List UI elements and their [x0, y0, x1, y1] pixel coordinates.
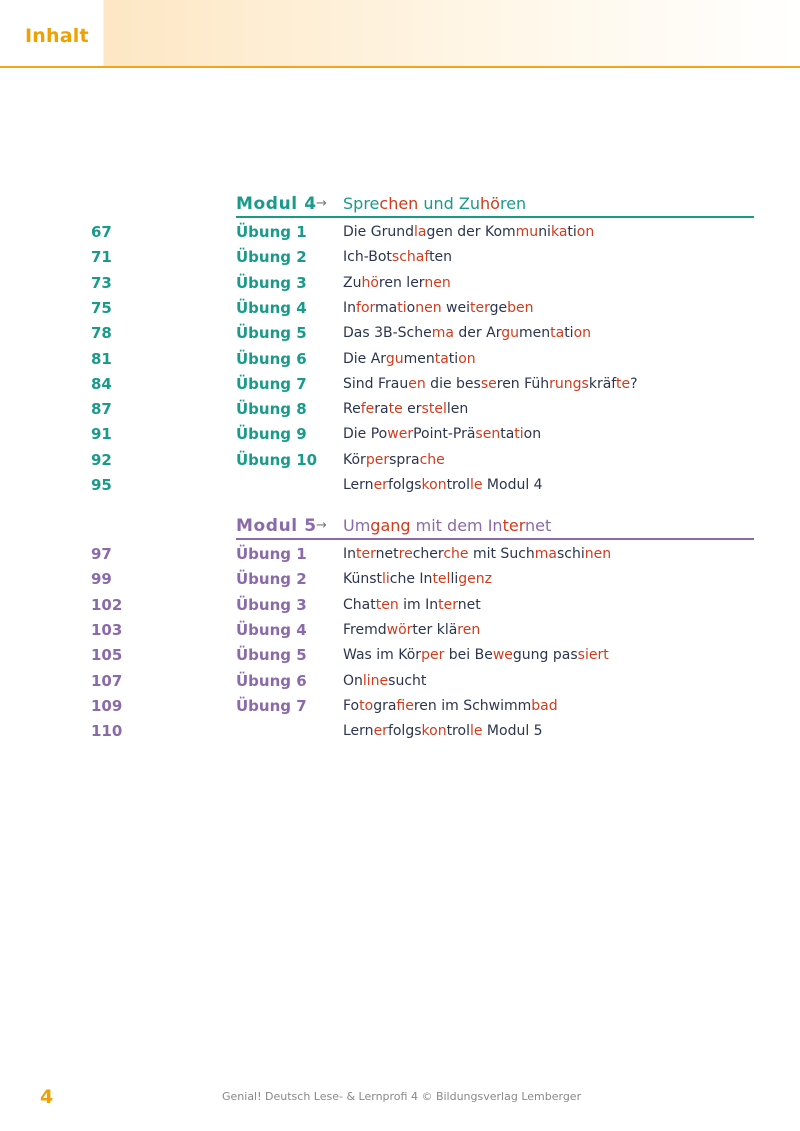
- syllable: Was im Kör: [343, 647, 422, 664]
- syllable-highlight: le: [469, 477, 483, 493]
- toc-entry[interactable]: [0, 570, 800, 592]
- toc-page-number: 81: [91, 349, 112, 368]
- syllable-highlight: gang: [370, 516, 411, 535]
- toc-entry[interactable]: [0, 697, 800, 719]
- syllable-highlight: sen: [475, 426, 501, 443]
- toc-entry-title: [343, 351, 476, 367]
- toc-entry[interactable]: [0, 274, 800, 296]
- toc-entry-title: [343, 477, 543, 493]
- syllable-highlight: ma: [431, 325, 454, 342]
- toc-entry[interactable]: [0, 451, 800, 473]
- toc-exercise-label: Übung 9: [236, 425, 307, 444]
- syllable: mit Such: [468, 546, 535, 562]
- toc-entry-title: [343, 723, 543, 739]
- toc-exercise-label: Übung 7: [236, 696, 307, 715]
- syllable: Die Ar: [343, 350, 386, 367]
- toc-page-number: 107: [91, 671, 123, 690]
- toc-entry-title: [343, 275, 451, 291]
- syllable: Lern: [343, 723, 374, 740]
- syllable: der Ar: [453, 325, 502, 342]
- syllable: Um: [343, 516, 371, 535]
- syllable: net: [525, 516, 552, 535]
- syllable: net: [375, 546, 399, 562]
- module-5-header: [236, 516, 754, 540]
- toc-exercise-label: Übung 8: [236, 400, 307, 419]
- syllable: trol: [446, 723, 470, 740]
- syllable: gen der Kom: [426, 224, 516, 240]
- toc-exercise-label: Übung 5: [236, 646, 307, 665]
- syllable: ma: [375, 299, 398, 316]
- page-number: 4: [40, 1086, 54, 1108]
- syllable-highlight: genz: [458, 571, 492, 588]
- syllable: im In: [398, 596, 439, 613]
- toc-exercise-label: Übung 2: [236, 570, 307, 589]
- syllable: Ich-Bot: [343, 249, 392, 266]
- syllable-highlight: che: [443, 546, 469, 562]
- syllable: ren: [499, 194, 527, 213]
- syllable: die bes: [425, 375, 481, 392]
- syllable: ge: [489, 299, 508, 316]
- arrow-right-icon: →: [316, 518, 327, 533]
- syllable: ?: [630, 375, 638, 392]
- syllable-highlight: che: [419, 451, 445, 468]
- syllable-highlight: per: [365, 451, 390, 468]
- toc-entry[interactable]: [0, 223, 800, 245]
- syllable-highlight: ter: [438, 596, 458, 613]
- syllable-highlight: chen: [379, 194, 419, 213]
- toc-page-number: 67: [91, 223, 112, 241]
- syllable: folgs: [387, 477, 422, 493]
- syllable: er: [402, 401, 422, 418]
- syllable: Fremd: [343, 621, 387, 638]
- toc-page-number: 71: [91, 248, 112, 267]
- toc-page-number: 84: [91, 374, 112, 393]
- toc-entry[interactable]: [0, 425, 800, 447]
- syllable-highlight: li: [382, 571, 390, 588]
- toc-entry-title: [343, 622, 480, 638]
- syllable-highlight: ti: [514, 426, 524, 443]
- toc-entry[interactable]: [0, 621, 800, 643]
- toc-page-number: 92: [91, 450, 112, 469]
- toc-page-number: 109: [91, 696, 123, 715]
- syllable: wei: [441, 299, 470, 316]
- syllable: len: [446, 401, 469, 418]
- toc-exercise-label: Übung 10: [236, 450, 318, 469]
- toc-page-number: 102: [91, 595, 123, 614]
- toc-entry-title: [343, 647, 609, 663]
- syllable: ti: [448, 350, 459, 367]
- toc-entry-title: [343, 224, 594, 240]
- syllable: Das 3B-Sche: [343, 325, 432, 342]
- syllable: ta: [500, 426, 515, 443]
- toc-exercise-label: Übung 7: [236, 374, 307, 393]
- module-5-title: [343, 516, 551, 535]
- syllable: gung pas: [512, 647, 578, 664]
- toc-exercise-label: Übung 4: [236, 620, 307, 639]
- syllable-highlight: tel: [432, 571, 451, 588]
- toc-page-number: 91: [91, 425, 112, 444]
- syllable-highlight: re: [398, 546, 413, 562]
- syllable: spra: [389, 451, 420, 468]
- syllable: ren Füh: [496, 375, 550, 392]
- syllable-highlight: ben: [507, 299, 534, 316]
- syllable-highlight: to: [359, 697, 374, 714]
- module-4-header: [236, 194, 754, 218]
- toc-entry-title: [343, 452, 445, 468]
- syllable-highlight: ma: [534, 546, 557, 562]
- syllable-highlight: en: [408, 375, 426, 392]
- toc-entry[interactable]: [0, 476, 800, 498]
- syllable: ra: [374, 401, 389, 418]
- toc-entry-title: [343, 673, 426, 689]
- syllable: li: [450, 571, 459, 588]
- toc-exercise-label: Übung 1: [236, 223, 307, 241]
- syllable: ten: [429, 249, 453, 266]
- syllable: In: [343, 546, 357, 562]
- syllable-highlight: nen: [584, 546, 612, 562]
- toc-exercise-label: Übung 2: [236, 248, 307, 267]
- syllable-highlight: se: [480, 375, 497, 392]
- syllable: In: [343, 299, 357, 316]
- toc-entry[interactable]: [0, 248, 800, 270]
- syllable-highlight: bad: [531, 697, 558, 714]
- syllable: Lern: [343, 477, 374, 493]
- syllable: o: [406, 299, 416, 316]
- syllable: Modul 5: [482, 723, 543, 740]
- toc-page-number: 78: [91, 324, 112, 343]
- toc-entry-title: [343, 249, 452, 265]
- syllable: bei Be: [444, 647, 493, 664]
- syllable-highlight: ta: [434, 350, 449, 367]
- syllable: Die Grund: [343, 224, 414, 240]
- syllable: und Zu: [418, 194, 481, 213]
- syllable: Point-Prä: [413, 426, 476, 443]
- syllable: men: [518, 325, 551, 342]
- syllable: gra: [373, 697, 397, 714]
- syllable: ti: [567, 224, 577, 240]
- syllable-highlight: ren: [457, 621, 481, 638]
- syllable: Re: [343, 401, 361, 418]
- toc-entry[interactable]: [0, 375, 800, 397]
- syllable: ni: [538, 224, 551, 240]
- toc-entry[interactable]: [0, 596, 800, 618]
- syllable: on: [523, 426, 542, 443]
- toc-page-number: 105: [91, 646, 123, 665]
- syllable: Künst: [343, 571, 383, 588]
- toc-entry-title: [343, 698, 558, 714]
- syllable-highlight: le: [469, 723, 483, 740]
- syllable-highlight: mu: [515, 224, 539, 240]
- syllable-highlight: ka: [550, 224, 568, 240]
- syllable-highlight: on: [573, 325, 592, 342]
- syllable-highlight: hö: [480, 194, 500, 213]
- syllable: Modul 4: [482, 477, 543, 493]
- toc-exercise-label: Übung 3: [236, 595, 307, 614]
- syllable-highlight: stel: [421, 401, 447, 418]
- syllable: kräf: [588, 375, 616, 392]
- toc-entry-title: [343, 426, 541, 442]
- syllable-highlight: ter: [502, 516, 525, 535]
- syllable-highlight: ti: [397, 299, 407, 316]
- toc-exercise-label: Übung 3: [236, 273, 307, 292]
- syllable: schi: [556, 546, 585, 562]
- arrow-right-icon: →: [316, 196, 327, 211]
- syllable: men: [403, 350, 435, 367]
- toc-entry-title: [343, 546, 611, 562]
- toc-page-number: 103: [91, 620, 123, 639]
- toc-page-number: 110: [91, 722, 123, 741]
- syllable: Zu: [343, 274, 362, 291]
- syllable-highlight: for: [356, 299, 376, 316]
- toc-exercise-label: Übung 1: [236, 545, 307, 563]
- syllable-highlight: nen: [415, 299, 442, 316]
- toc-exercise-label: Übung 4: [236, 298, 307, 317]
- toc-page-number: 99: [91, 570, 112, 589]
- toc-entry[interactable]: [0, 672, 800, 694]
- syllable-highlight: hö: [361, 274, 379, 291]
- toc-entry[interactable]: [0, 722, 800, 744]
- syllable-highlight: wör: [386, 621, 413, 638]
- syllable: trol: [446, 477, 470, 493]
- toc-entry[interactable]: [0, 299, 800, 321]
- syllable: che In: [389, 571, 433, 588]
- toc-exercise-label: Übung 6: [236, 349, 307, 368]
- syllable-highlight: fie: [396, 697, 414, 714]
- syllable-highlight: per: [421, 647, 445, 664]
- toc-exercise-label: Übung 6: [236, 671, 307, 690]
- module-5-label: Modul 5: [236, 516, 317, 536]
- syllable-highlight: kon: [421, 723, 447, 740]
- syllable-highlight: er: [373, 477, 388, 493]
- syllable-highlight: on: [458, 350, 476, 367]
- module-4-label: Modul 4: [236, 194, 317, 214]
- syllable: sucht: [388, 672, 427, 689]
- syllable-highlight: gu: [385, 350, 404, 367]
- toc-page-number: 95: [91, 476, 112, 494]
- toc-entry-title: [343, 597, 481, 613]
- toc-page-number: 97: [91, 545, 112, 563]
- toc-page-number: 75: [91, 298, 112, 317]
- syllable-highlight: rungs: [549, 375, 589, 392]
- module-4-title: [343, 194, 526, 213]
- syllable-highlight: te: [615, 375, 631, 392]
- syllable: Spre: [343, 194, 380, 213]
- syllable-highlight: ten: [375, 596, 399, 613]
- syllable: folgs: [387, 723, 422, 740]
- syllable-highlight: line: [362, 672, 389, 689]
- syllable: Chat: [343, 596, 376, 613]
- syllable: ren im Schwimm: [413, 697, 532, 714]
- page-title: Inhalt: [25, 25, 89, 47]
- toc-entry-title: [343, 300, 533, 316]
- syllable: Sind Frau: [343, 375, 409, 392]
- syllable-highlight: schaf: [391, 249, 430, 266]
- syllable-highlight: siert: [577, 647, 609, 664]
- syllable-highlight: wer: [387, 426, 414, 443]
- toc-entry[interactable]: [0, 324, 800, 346]
- toc-entry-title: [343, 571, 492, 587]
- header-band: [0, 0, 800, 68]
- syllable-highlight: ta: [550, 325, 565, 342]
- toc-entry[interactable]: [0, 545, 800, 567]
- toc-entry-title: [343, 401, 468, 417]
- syllable-highlight: kon: [421, 477, 447, 493]
- syllable: net: [457, 596, 481, 613]
- toc-entry[interactable]: [0, 400, 800, 422]
- toc-entry[interactable]: [0, 646, 800, 668]
- toc-entry[interactable]: [0, 350, 800, 372]
- syllable-highlight: nen: [424, 274, 451, 291]
- syllable: ter klä: [412, 621, 458, 638]
- syllable-highlight: on: [576, 224, 595, 240]
- syllable-highlight: la: [413, 224, 427, 240]
- toc-exercise-label: Übung 5: [236, 324, 307, 343]
- syllable: Kör: [343, 451, 366, 468]
- toc-page-number: 87: [91, 400, 112, 419]
- syllable-highlight: te: [388, 401, 403, 418]
- toc-entry-title: [343, 325, 591, 341]
- syllable: ti: [564, 325, 574, 342]
- syllable: Die Po: [343, 426, 388, 443]
- footer-credit: Genial! Deutsch Lese- & Lernprofi 4 © Bildungsverlag Lemberger: [222, 1090, 582, 1103]
- syllable-highlight: we: [492, 647, 513, 664]
- syllable: cher: [412, 546, 444, 562]
- syllable-highlight: gu: [501, 325, 519, 342]
- syllable-highlight: ter: [469, 299, 490, 316]
- syllable: ren ler: [378, 274, 425, 291]
- syllable-highlight: fe: [360, 401, 375, 418]
- syllable: On: [343, 672, 363, 689]
- toc-entry-title: [343, 376, 638, 392]
- syllable: mit dem In: [410, 516, 503, 535]
- toc-page-number: 73: [91, 273, 112, 292]
- syllable-highlight: er: [373, 723, 388, 740]
- syllable: Fo: [343, 697, 360, 714]
- syllable-highlight: ter: [356, 546, 376, 562]
